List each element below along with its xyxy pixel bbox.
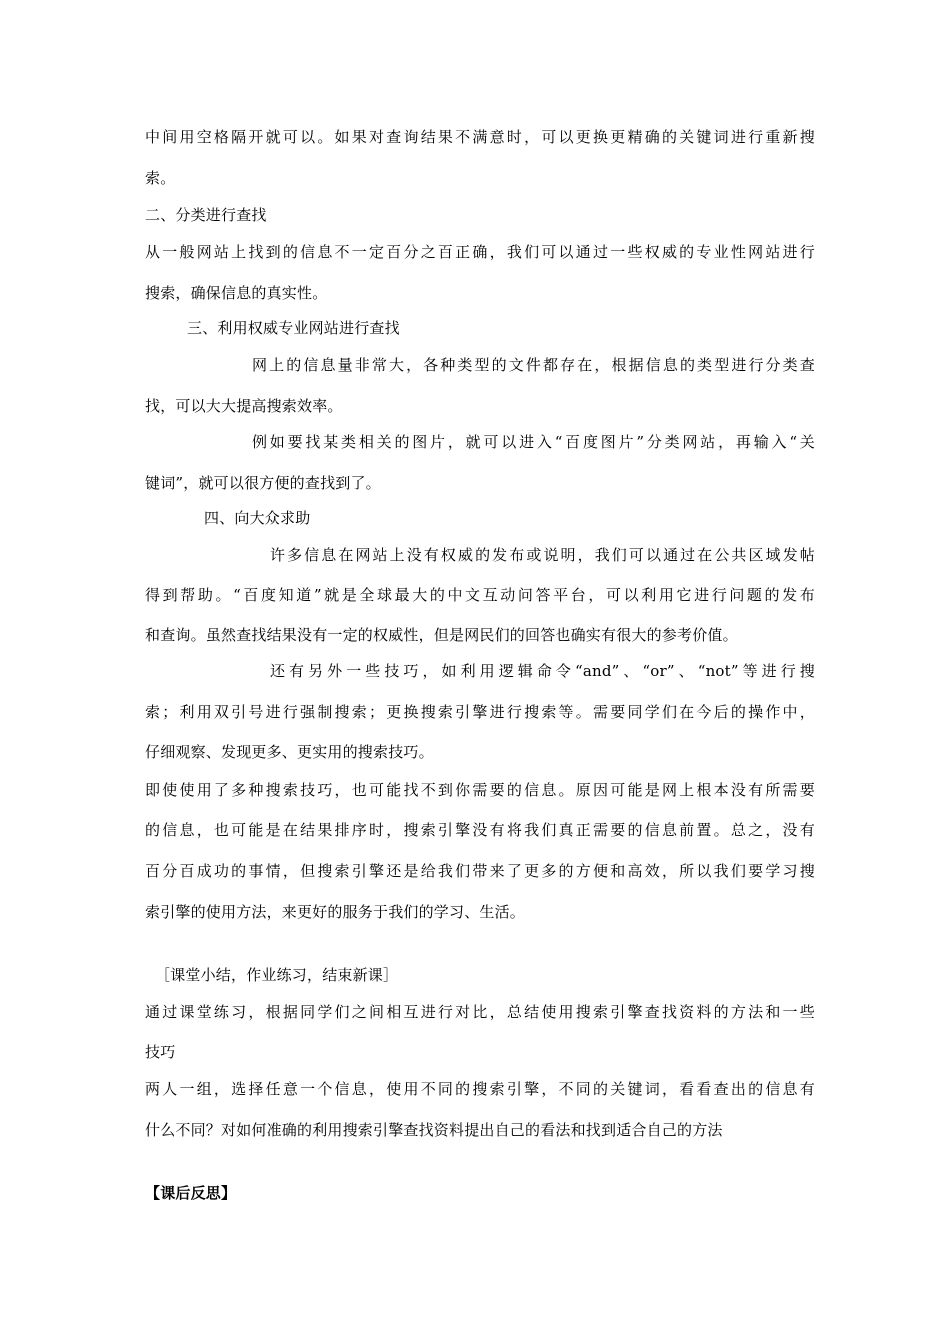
section-heading: 三、利用权威专业网站进行查找 bbox=[187, 319, 400, 337]
section-heading: 四、向大众求助 bbox=[204, 509, 311, 527]
paragraph-line: 什么不同？对如何准确的利用搜索引擎查找资料提出自己的看法和找到适合自己的方法 bbox=[145, 1121, 723, 1139]
paragraph-line: 得到帮助。“百度知道”就是全球最大的中文互动问答平台，可以利用它进行问题的发布 bbox=[145, 586, 815, 604]
paragraph-line: 还有另外一些技巧，如利用逻辑命令“and”、“or”、“not”等进行搜 bbox=[270, 662, 815, 680]
paragraph-line: 两人一组，选择任意一个信息，使用不同的搜索引擎，不同的关键词，看看查出的信息有 bbox=[145, 1080, 815, 1098]
paragraph-line: 许多信息在网站上没有权威的发布或说明，我们可以通过在公共区域发帖 bbox=[270, 546, 815, 564]
paragraph-line: 中间用空格隔开就可以。如果对查询结果不满意时，可以更换更精确的关键词进行重新搜 bbox=[145, 128, 815, 146]
section-heading: ［课堂小结，作业练习，结束新课］ bbox=[155, 966, 399, 984]
paragraph-line: 通过课堂练习，根据同学们之间相互进行对比，总结使用搜索引擎查找资料的方法和一些 bbox=[145, 1003, 815, 1021]
paragraph-line: 仔细观察、发现更多、更实用的搜索技巧。 bbox=[145, 743, 434, 761]
paragraph-line: 索；利用双引号进行强制搜索；更换搜索引擎进行搜索等。需要同学们在今后的操作中， bbox=[145, 703, 815, 721]
reflection-heading: 【课后反思】 bbox=[145, 1184, 237, 1202]
paragraph-line: 索。 bbox=[145, 169, 176, 187]
paragraph-line: 例如要找某类相关的图片，就可以进入“百度图片”分类网站，再输入“关 bbox=[252, 433, 815, 451]
paragraph-line: 索引擎的使用方法，来更好的服务于我们的学习、生活。 bbox=[145, 903, 526, 921]
paragraph-line: 键词”，就可以很方便的查找到了。 bbox=[145, 474, 381, 492]
paragraph-line: 从一般网站上找到的信息不一定百分之百正确，我们可以通过一些权威的专业性网站进行 bbox=[145, 243, 815, 261]
paragraph-line: 技巧 bbox=[145, 1043, 176, 1061]
paragraph-line: 搜索，确保信息的真实性。 bbox=[145, 284, 328, 302]
paragraph-line: 网上的信息量非常大，各种类型的文件都存在，根据信息的类型进行分类查 bbox=[252, 356, 815, 374]
paragraph-line: 即使使用了多种搜索技巧，也可能找不到你需要的信息。原因可能是网上根本没有所需要 bbox=[145, 781, 815, 799]
section-heading: 二、分类进行查找 bbox=[145, 206, 267, 224]
paragraph-line: 找，可以大大提高搜索效率。 bbox=[145, 397, 343, 415]
paragraph-line: 的信息，也可能是在结果排序时，搜索引擎没有将我们真正需要的信息前置。总之，没有 bbox=[145, 821, 815, 839]
paragraph-line: 和查询。虽然查找结果没有一定的权威性，但是网民们的回答也确实有很大的参考价值。 bbox=[145, 626, 738, 644]
paragraph-line: 百分百成功的事情，但搜索引擎还是给我们带来了更多的方便和高效，所以我们要学习搜 bbox=[145, 862, 815, 880]
